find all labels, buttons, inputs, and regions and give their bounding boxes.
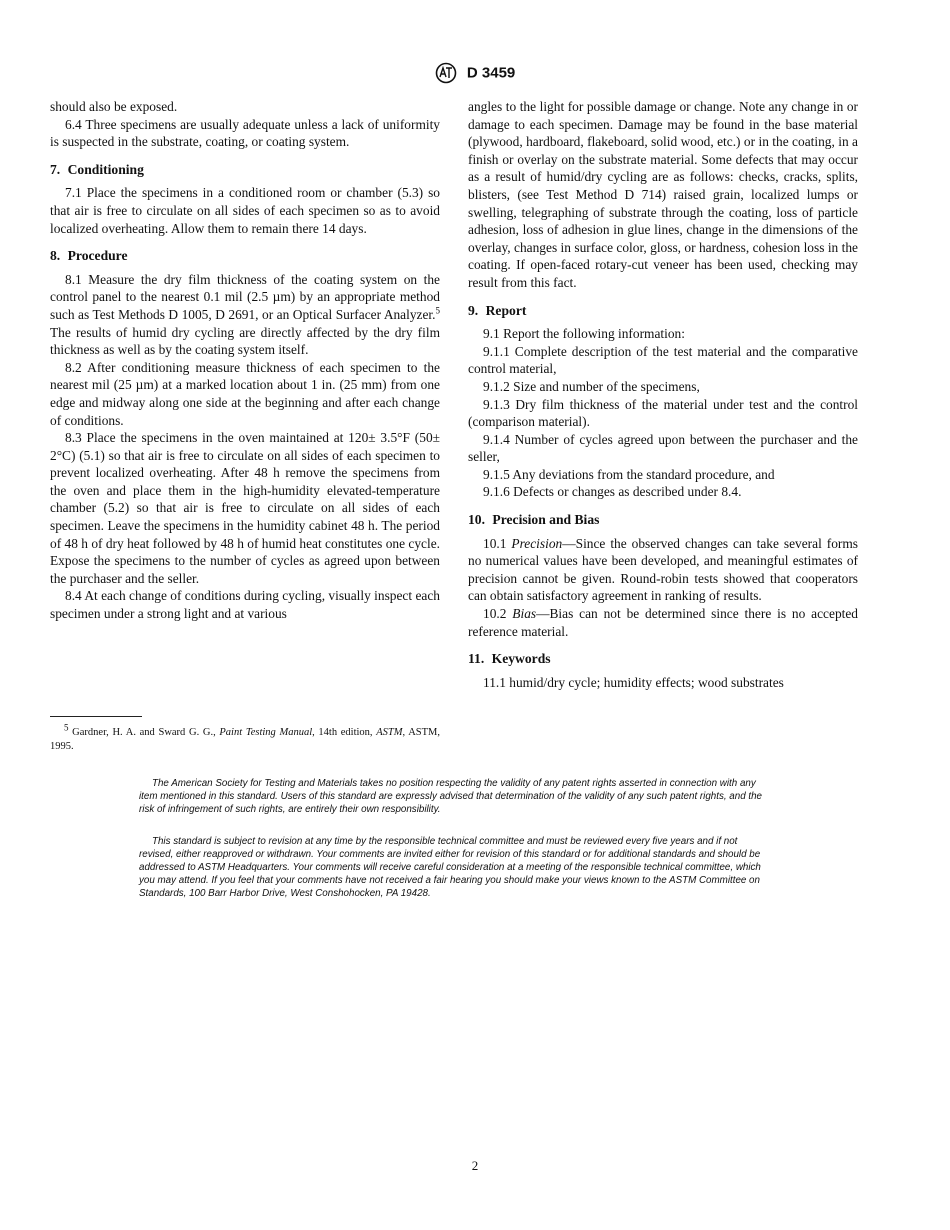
paragraph-text: The results of humid dry cycling are directly affected by the dry film thickness as well as by the coating system itself.: [50, 324, 440, 358]
section-title: Keywords: [491, 651, 551, 667]
section-8-heading: [50, 247, 440, 265]
paragraph-9-1-5: 9.1.5 Any deviations from the standard procedure, and: [483, 466, 775, 482]
paragraph-6-4: 6.4 Three specimens are usually adequate unless a lack of uniformity is suspected in the substrate, coating, or coating system.: [50, 116, 440, 150]
section-9-heading: [468, 302, 858, 320]
page-number: 2: [471, 1158, 479, 1173]
paragraph-10-2: [468, 605, 858, 640]
paragraph-continuation: should also be exposed.: [50, 99, 178, 114]
paragraph-9-1-6: 9.1.6 Defects or changes as described under 8.4.: [483, 484, 742, 500]
paragraph-8-1: [50, 271, 440, 359]
paragraph-9-1-2: 9.1.2 Size and number of the specimens,: [483, 378, 700, 394]
paragraph-9-1-3: 9.1.3 Dry film thickness of the material under test and the control (comparison material).: [468, 396, 858, 430]
paragraph-term: Precision: [511, 535, 563, 551]
section-title: Report: [485, 302, 527, 318]
paragraph-term: Bias: [512, 606, 537, 622]
footnote-ref: 5: [435, 305, 440, 316]
page-header: [0, 62, 950, 84]
patent-notice: [139, 777, 773, 816]
revision-notice: [139, 835, 773, 900]
paragraph-8-3: 8.3 Place the specimens in the oven maintained at 120± 3.5°F (50± 2°C) (5.1) so that air is free to circulate on all sides of each specimen to prevent localized overheating. After 48 h remove the specimens from the oven and place them in the high-humidity elevated-temperature chamber (5.2) so that air is free to circulate on all sides of each specimen. Leave the specimens in the humidity cabinet 48 h. The period of 48 h of dry heat followed by 48 h of humid heat constitutes one cycle. Expose the specimens to the number of cycles as agreed upon between the purchaser and the seller.: [50, 430, 440, 586]
footnote-marker: 5: [64, 722, 69, 733]
paragraph-8-4-continuation: angles to the light for possible damage or change. Note any change in or damage to each specimen. Damage may be found in the base material (plywood, hardboard, flakeboard, solid wood, etc.) or in the coating, in a finish or overlay on the substrate material. Some defects that may occur as a result of humid/dry cycling are as follows: checks, cracks, splits, blisters, (see Test Method D 714) raised grain, localized lumps or swelling, telegraphing of substrate through the coating, loss of particle adhesion, loss of adhesion in glue lines, change in the dimensions of the overlay, changes in surface color, gloss, or hardness, cohesion loss in the coating. If open-faced rotary-cut veneer has been used, checking may result from this fact.: [468, 99, 858, 290]
section-11-heading: [468, 650, 858, 668]
footnote-text: , ASTM, 1995.: [50, 727, 441, 752]
section-title: Procedure: [67, 248, 128, 264]
section-10-heading: [468, 511, 858, 529]
section-title: Precision and Bias: [492, 512, 600, 528]
paragraph-text: —Since the observed changes can take several forms no numerical values have been developed, and meaningful estimates of precision cannot be given. Round-robin tests showed that cooperators can obtain satisfactory agreement in ranking of results.: [468, 535, 858, 604]
revision-notice-text: This standard is subject to revision at any time by the responsible technical committee and must be reviewed every five years and if not revised, either reapproved or withdrawn. Your comments are invited either for revision of this standard or for additional standards and should be addressed to ASTM Headquarters. Your comments will receive careful consideration at a meeting of the responsible technical committee, which you may attend. If you feel that your comments have not received a fair hearing you should make your views known to the ASTM Committee on Standards, 100 Barr Harbor Drive, West Conshohocken, PA 19428.: [139, 836, 761, 899]
footnote: [50, 722, 441, 754]
paragraph-text: —Bias can not be determined since there is no accepted reference material.: [468, 606, 858, 639]
paragraph-9-1-1: 9.1.1 Complete description of the test material and the comparative control material,: [468, 343, 858, 377]
footnote-divider: [50, 716, 142, 717]
standard-designation: D 3459: [466, 64, 516, 82]
paragraph-10-1: [468, 535, 858, 605]
section-title: Conditioning: [67, 161, 144, 177]
footnote-title: Paint Testing Manual: [219, 727, 313, 738]
astm-logo-icon: [435, 62, 457, 84]
section-number: 7.: [50, 161, 61, 177]
section-number: 10.: [468, 512, 485, 528]
paragraph-8-2: 8.2 After conditioning measure thickness of each specimen to the nearest mil (25 µm) at a marked location about 1 in. (25 mm) from one edge and midway along one side at the beginning and after each change of conditions.: [50, 359, 440, 428]
section-7-heading: [50, 161, 440, 179]
paragraph-number: 10.1: [483, 535, 512, 551]
footnote-text: , 14th edition,: [312, 727, 377, 738]
left-column: [50, 98, 440, 623]
footnote-publisher: ASTM: [376, 727, 403, 738]
section-number: 8.: [50, 248, 61, 264]
paragraph-number: 10.2: [483, 606, 513, 622]
section-number: 11.: [468, 651, 485, 667]
paragraph-text: 8.1 Measure the dry film thickness of the coating system on the control panel to the nearest 0.1 mil (2.5 µm) by an appropriate method such as Test Methods D 1005, D 2691, or an Optical Surfacer Analyzer.: [50, 271, 440, 322]
right-column: [468, 98, 858, 691]
footnote-text: Gardner, H. A. and Sward G. G.,: [68, 727, 220, 738]
patent-notice-text: The American Society for Testing and Materials takes no position respecting the validity of any patent rights asserted in connection with any item mentioned in this standard. Users of this standard are expressly advised that determination of the validity of any such patent rights, and the risk of infringement of such rights, are entirely their own responsibility.: [139, 778, 762, 815]
footnote-5: [50, 722, 441, 754]
paragraph-11-1: 11.1 humid/dry cycle; humidity effects; wood substrates: [483, 674, 784, 690]
paragraph-7-1: 7.1 Place the specimens in a conditioned room or chamber (5.3) so that air is free to circulate on all sides of each specimen so as to avoid localized overheating. Allow them to remain there 14 days.: [50, 185, 440, 236]
paragraph-8-4: 8.4 At each change of conditions during cycling, visually inspect each specimen under a strong light and at various: [50, 588, 440, 622]
paragraph-9-1-4: 9.1.4 Number of cycles agreed upon between the purchaser and the seller,: [468, 431, 858, 465]
section-number: 9.: [468, 302, 479, 318]
paragraph-9-1: 9.1 Report the following information:: [483, 326, 685, 342]
